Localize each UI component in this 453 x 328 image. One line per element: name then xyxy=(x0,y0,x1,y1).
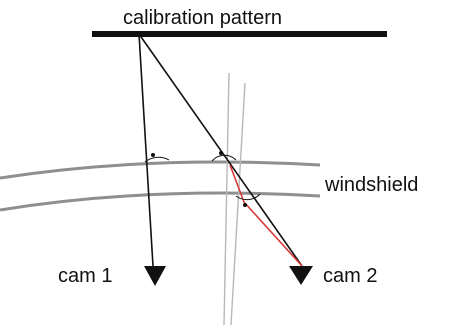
surface-normal-2 xyxy=(231,83,245,325)
windshield-label: windshield xyxy=(325,174,419,196)
cam1-label: cam 1 xyxy=(58,265,113,287)
right-angle-dot-cam2-top xyxy=(219,151,223,155)
calibration-pattern-label: calibration pattern xyxy=(123,7,282,29)
ray-to-cam1 xyxy=(139,34,153,266)
surface-normal-1 xyxy=(224,73,229,325)
cam2-label: cam 2 xyxy=(323,265,378,287)
right-angle-dot-cam1 xyxy=(151,153,155,157)
right-angle-dot-cam2-bottom xyxy=(243,203,247,207)
cam2-marker-icon xyxy=(289,266,313,285)
windshield-inner-surface xyxy=(0,193,320,210)
windshield-outer-surface xyxy=(0,162,320,178)
cam1-marker-icon xyxy=(144,266,166,286)
right-angle-arc-cam1 xyxy=(145,157,169,162)
ray-to-cam2-straight xyxy=(139,34,302,266)
